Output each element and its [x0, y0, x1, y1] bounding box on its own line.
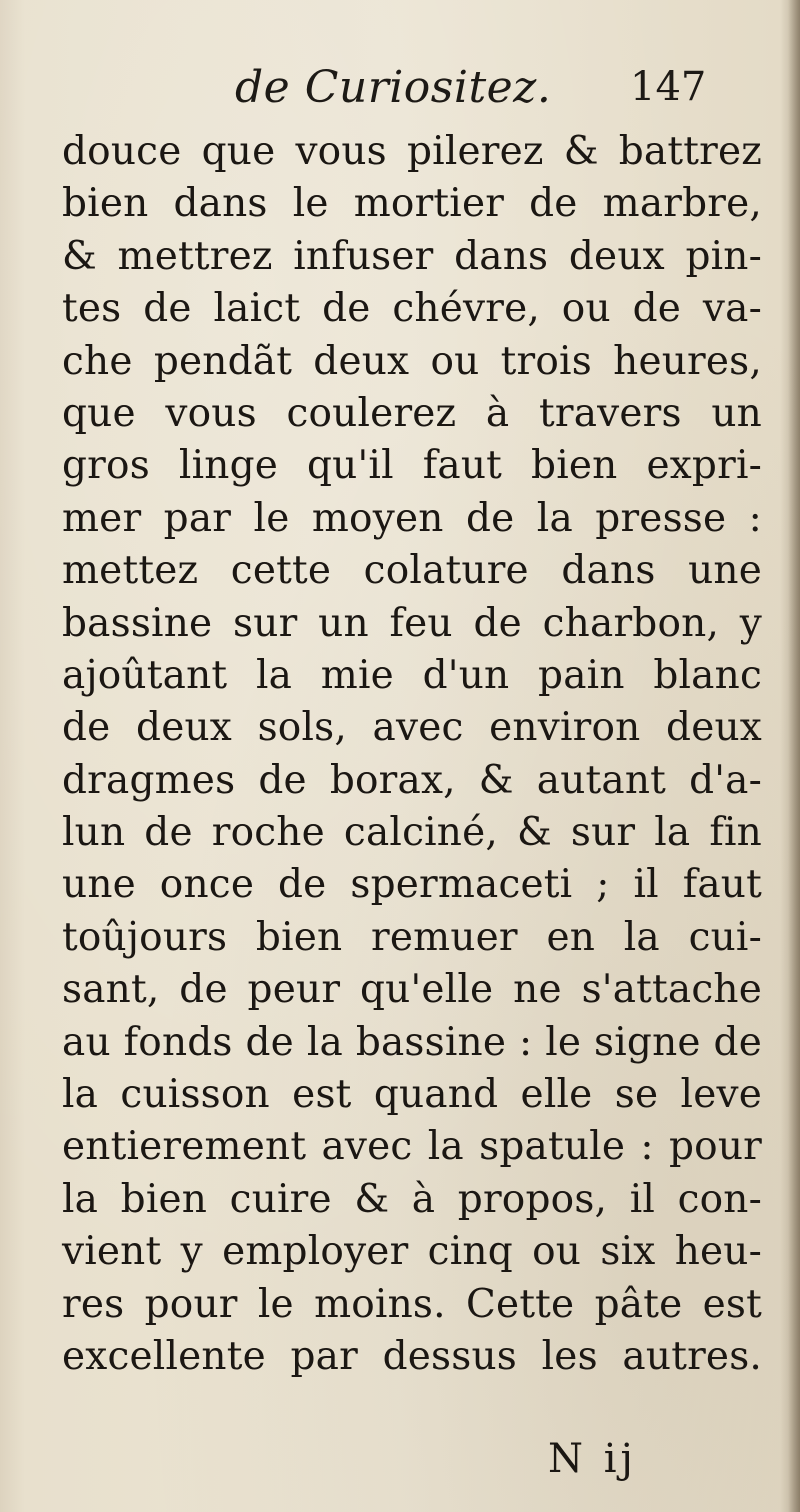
body-text [62, 126, 762, 1383]
signature-mark: N ij [548, 1436, 637, 1482]
text-line: sant, de peur qu'elle ne s'attache [62, 967, 762, 1013]
text-line: lun de roche calciné, & sur la fin [62, 810, 762, 856]
text-line: au fonds de la bassine : le signe de [62, 1019, 762, 1065]
text-line: res pour le moins. Cette pâte est [62, 1281, 762, 1327]
text-line: douce que vous pilerez & battrez [62, 129, 762, 174]
text-line: la cuisson est quand elle se leve [62, 1072, 762, 1118]
text-line: che pendãt deux ou trois heures, [62, 338, 762, 384]
page-edge-shadow [788, 0, 800, 1512]
text-line: la bien cuire & à propos, il con- [62, 1176, 762, 1222]
text-line: tes de laict de chévre, ou de va- [62, 286, 762, 332]
text-line: mettez cette colature dans une [62, 548, 762, 594]
text-line: une once de spermaceti ; il faut [62, 862, 762, 908]
text-line: bien dans le mortier de marbre, [62, 181, 762, 227]
text-line: mer par le moyen de la presse : [62, 495, 762, 541]
text-line: de deux sols, avec environ deux [62, 705, 762, 751]
text-line: vient y employer cinq ou six heu- [62, 1229, 762, 1275]
text-line: & mettrez infuser dans deux pin- [62, 233, 762, 279]
text-line: bassine sur un feu de charbon, y [62, 600, 762, 646]
text-line: que vous coulerez à travers un [62, 390, 762, 436]
text-line: ajoûtant la mie d'un pain blanc [62, 652, 762, 698]
running-head [0, 62, 800, 122]
text-line: toûjours bien remuer en la cui- [62, 914, 762, 960]
text-line: gros linge qu'il faut bien expri- [62, 443, 762, 489]
running-head-title: de Curiositez. [235, 62, 552, 113]
text-line: dragmes de borax, & autant d'a- [62, 757, 762, 803]
text-line: entierement avec la spatule : pour [62, 1124, 762, 1170]
text-line: excellente par dessus les autres. [62, 1333, 762, 1379]
page-number: 147 [630, 64, 707, 110]
